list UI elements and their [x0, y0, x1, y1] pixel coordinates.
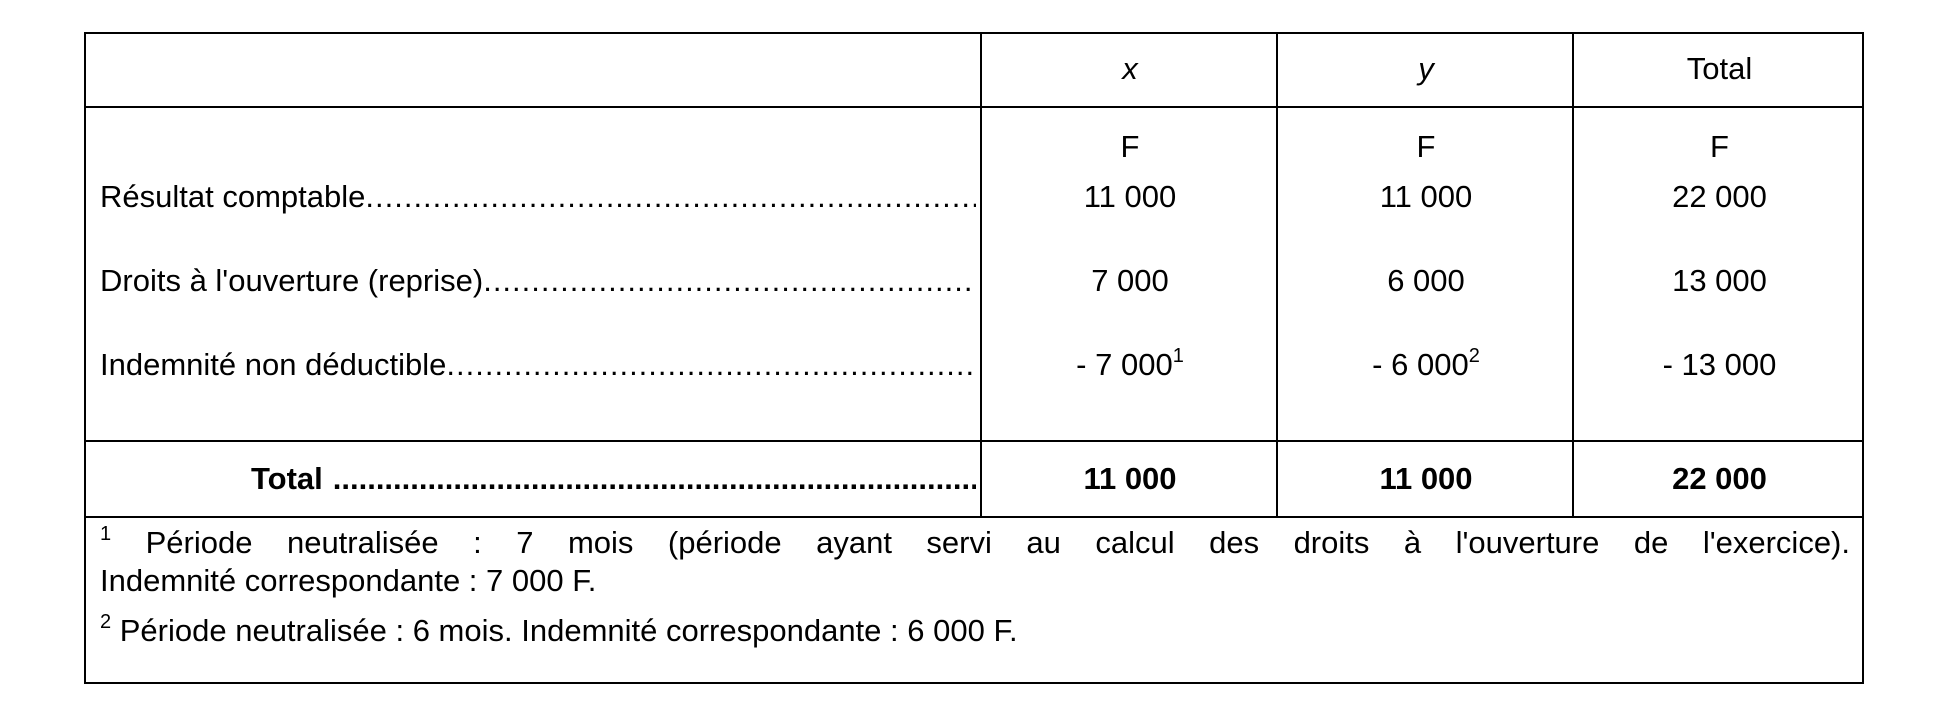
table-cell: 6 000: [1387, 263, 1465, 298]
table-cell: 11 000: [1083, 179, 1177, 214]
row-label-droits-ouverture: [100, 264, 976, 298]
row-label-resultat-comptable: [100, 180, 976, 214]
footnote-ref: 1: [1172, 344, 1184, 367]
dot-leader: [446, 348, 976, 382]
table-cell: 11 000: [1379, 179, 1473, 214]
unit-y: F: [1416, 129, 1436, 164]
dot-leader: [365, 180, 976, 214]
dot-leader: [333, 462, 976, 496]
column-header-total: Total: [1686, 51, 1753, 86]
column-header-x: x: [1122, 51, 1138, 86]
total-cell: 11 000: [1083, 461, 1177, 496]
header-divider: [86, 106, 1862, 108]
cell-value: - 7 000: [1076, 347, 1173, 382]
footnote-1-line2: Indemnité correspondante : 7 000 F.: [100, 563, 597, 598]
footnote-1-line1: [100, 524, 1850, 562]
row-label-text: Droits à l'ouverture (reprise): [100, 263, 484, 298]
table-cell: [983, 344, 1277, 382]
row-label-indemnite-non-deductible: [100, 348, 976, 382]
table-cell: 13 000: [1672, 263, 1767, 298]
accounting-table: [84, 32, 1864, 684]
total-divider: [86, 440, 1862, 442]
footnote-mark: 1: [100, 522, 112, 545]
row-label-text: Total: [251, 461, 323, 496]
unit-total: F: [1710, 129, 1729, 164]
table-cell: 22 000: [1672, 179, 1767, 214]
footnote-divider: [86, 516, 1862, 518]
row-label-text: Indemnité non déductible: [100, 347, 447, 382]
footnote-2: [100, 612, 1850, 650]
total-cell: 11 000: [1379, 461, 1473, 496]
dot-leader: [483, 264, 976, 298]
table-cell: [1279, 344, 1573, 382]
column-header-y: y: [1418, 51, 1434, 86]
footnote-text: Période neutralisée : 6 mois. Indemnité correspondante : 6 000 F.: [119, 613, 1018, 648]
footnote-mark: 2: [100, 610, 112, 633]
row-label-text: Résultat comptable: [100, 179, 366, 214]
total-cell: 22 000: [1672, 461, 1767, 496]
table-cell: 7 000: [1091, 263, 1169, 298]
unit-x: F: [1120, 129, 1140, 164]
cell-value: - 6 000: [1372, 347, 1469, 382]
footnote-ref: 2: [1468, 344, 1480, 367]
footnote-text: Période neutralisée : 7 mois (période ayant servi au calcul des droits à l'ouverture de l'exercice).: [145, 525, 1850, 560]
row-label-total: [100, 462, 976, 496]
table-cell: - 13 000: [1662, 347, 1777, 382]
